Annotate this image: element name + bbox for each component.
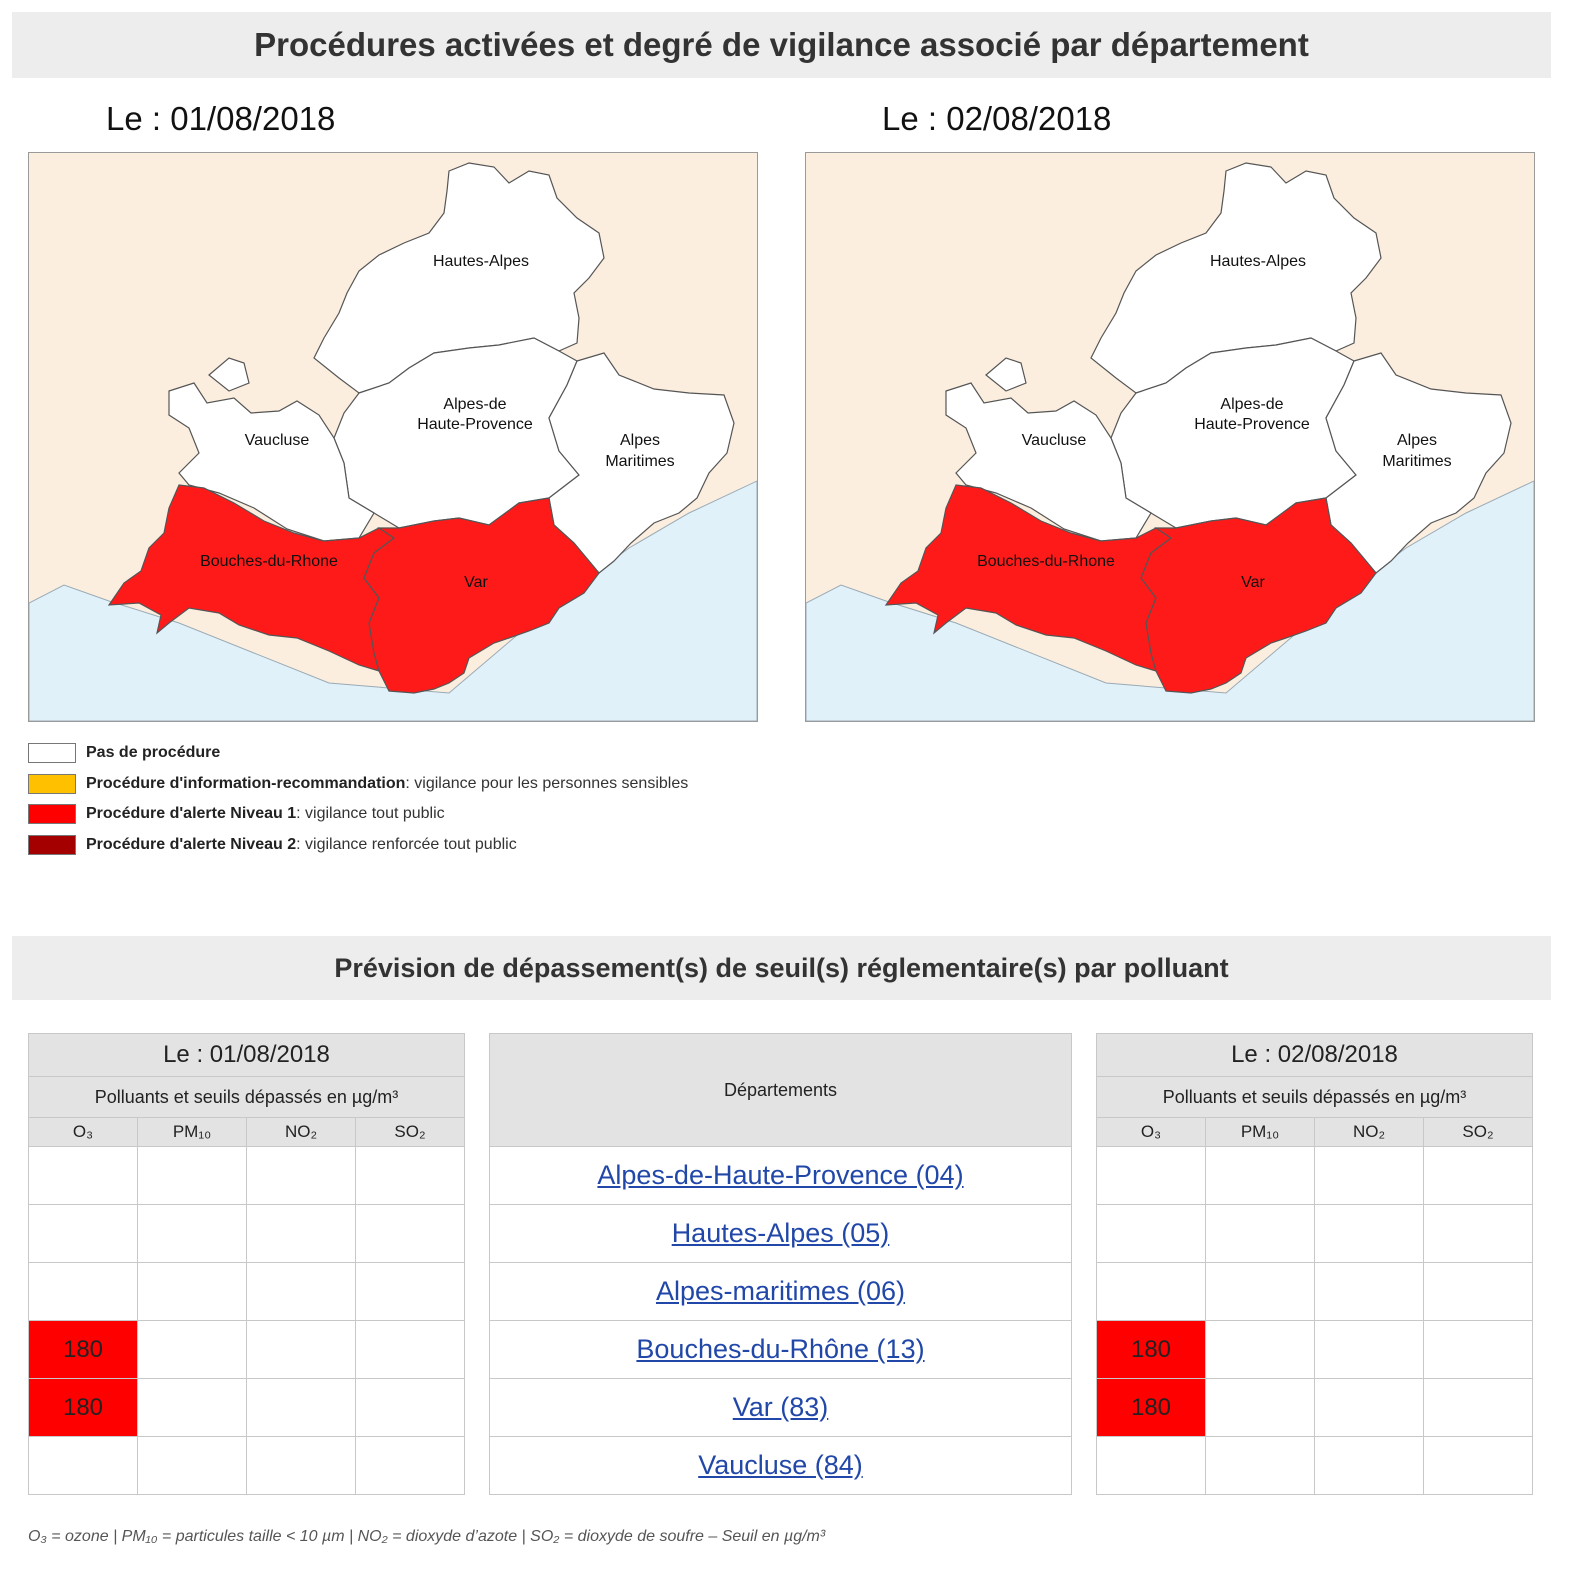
- forecast-cell: [1315, 1379, 1424, 1437]
- forecast-cell: [29, 1263, 138, 1321]
- forecast-cell: [1206, 1437, 1315, 1495]
- department-row: [490, 1321, 1072, 1379]
- legend-title: Procédure d'alerte Niveau 1: [86, 805, 297, 823]
- forecast-cell: [29, 1205, 138, 1263]
- forecast-cell: [138, 1437, 247, 1495]
- department-link-06[interactable]: Alpes-maritimes (06): [655, 1276, 906, 1306]
- forecast-cell: [138, 1379, 247, 1437]
- forecast-cell: [1206, 1321, 1315, 1379]
- forecast-cell: [1424, 1321, 1533, 1379]
- forecast-cell: [247, 1263, 356, 1321]
- label-var: Var: [464, 574, 488, 591]
- forecast-cell: [247, 1205, 356, 1263]
- forecast-row: [29, 1437, 465, 1495]
- department-link-84[interactable]: Vaucluse (84): [698, 1450, 863, 1480]
- forecast-cell: [247, 1147, 356, 1205]
- label-bouches-du-rhone: Bouches-du-Rhone: [200, 553, 338, 570]
- forecast-cell: [1424, 1437, 1533, 1495]
- vigilance-map-day-1: [28, 152, 758, 722]
- label-hautes-alpes: Hautes-Alpes: [432, 253, 530, 270]
- forecast-cell: [356, 1147, 465, 1205]
- forecast-cell: [1315, 1437, 1424, 1495]
- forecast-cell: [1424, 1205, 1533, 1263]
- forecast-cell: 180: [29, 1321, 138, 1379]
- departments-header: Départements: [490, 1034, 1072, 1147]
- forecast-cell: [1206, 1147, 1315, 1205]
- department-link-13[interactable]: Bouches-du-Rhône (13): [636, 1334, 925, 1364]
- forecast-cell: [356, 1205, 465, 1263]
- pollutant-header-pm10: PM₁₀: [138, 1118, 247, 1147]
- legend-item-alert-1: [28, 799, 688, 830]
- legend-title: Pas de procédure: [86, 744, 221, 762]
- pollutant-header-no2: NO₂: [1315, 1118, 1424, 1147]
- forecast-cell: 180: [29, 1379, 138, 1437]
- vigilance-map-day-2: [805, 152, 1535, 722]
- forecast-cell: [29, 1147, 138, 1205]
- departments-table: [489, 1033, 1072, 1495]
- forecast-cell: [138, 1263, 247, 1321]
- forecast-cell: 180: [1097, 1321, 1206, 1379]
- forecast-row: [1097, 1321, 1533, 1379]
- label-am-line2: Maritimes: [605, 453, 675, 470]
- forecast-cell: [1097, 1205, 1206, 1263]
- forecast-cell: [138, 1205, 247, 1263]
- pollutant-header-so2: SO₂: [356, 1118, 465, 1147]
- map-date-title-1: Le : 01/08/2018: [106, 100, 336, 137]
- forecast-cell: [1206, 1205, 1315, 1263]
- label-ahp-line2: Haute-Provence: [1194, 416, 1310, 433]
- forecast-cell: [356, 1263, 465, 1321]
- forecast-row: [1097, 1437, 1533, 1495]
- forecast-table-day-1: [28, 1033, 465, 1495]
- label-am-line1: Alpes: [619, 432, 661, 449]
- department-link-83[interactable]: Var (83): [732, 1392, 829, 1422]
- forecast-cell: [356, 1379, 465, 1437]
- forecast-row: [1097, 1263, 1533, 1321]
- pollutant-header-no2: NO₂: [247, 1118, 356, 1147]
- department-row: [490, 1379, 1072, 1437]
- forecast-cell: [138, 1321, 247, 1379]
- section-title-forecast: Prévision de dépassement(s) de seuil(s) réglementaire(s) par polluant: [12, 936, 1551, 1000]
- department-row: [490, 1205, 1072, 1263]
- forecast-row: [29, 1263, 465, 1321]
- forecast-cell: [1097, 1147, 1206, 1205]
- forecast-rows: [29, 1147, 465, 1495]
- pollutant-header-pm10: PM₁₀: [1206, 1118, 1315, 1147]
- forecast-rows: [1097, 1147, 1533, 1495]
- forecast-cell: [1424, 1379, 1533, 1437]
- department-link-04[interactable]: Alpes-de-Haute-Provence (04): [597, 1160, 964, 1190]
- legend-desc: : vigilance renforcée tout public: [296, 835, 517, 853]
- legend-desc: : vigilance tout public: [296, 805, 445, 823]
- forecast-cell: 180: [1097, 1379, 1206, 1437]
- forecast-table-day-2: [1096, 1033, 1533, 1495]
- label-bouches-du-rhone: Bouches-du-Rhone: [977, 553, 1115, 570]
- department-link-05[interactable]: Hautes-Alpes (05): [671, 1218, 890, 1248]
- department-row: [490, 1437, 1072, 1495]
- label-var: Var: [1241, 574, 1265, 591]
- forecast-subheader: Polluants et seuils dépassés en µg/m³: [1097, 1077, 1533, 1118]
- label-am-line1: Alpes: [1396, 432, 1438, 449]
- label-ahp-line2: Haute-Provence: [417, 416, 533, 433]
- section-title-procedures: Procédures activées et degré de vigilance associé par département: [12, 12, 1551, 78]
- label-vaucluse: Vaucluse: [244, 432, 310, 449]
- forecast-row: [29, 1205, 465, 1263]
- forecast-cell: [356, 1321, 465, 1379]
- forecast-cell: [1097, 1263, 1206, 1321]
- label-ahp-line1: Alpes-de: [443, 396, 507, 413]
- forecast-cell: [1424, 1263, 1533, 1321]
- forecast-cell: [247, 1321, 356, 1379]
- forecast-subheader: Polluants et seuils dépassés en µg/m³: [29, 1077, 465, 1118]
- legend-desc: : vigilance pour les personnes sensibles: [405, 774, 689, 792]
- legend-swatch: [28, 743, 76, 763]
- map-date-title-2: Le : 02/08/2018: [882, 100, 1112, 137]
- pollutant-header-o3: O₃: [29, 1118, 138, 1147]
- forecast-row: [29, 1147, 465, 1205]
- legend-title: Procédure d'information-recommandation: [86, 774, 406, 792]
- label-ahp-line1: Alpes-de: [1220, 396, 1284, 413]
- forecast-cell: [29, 1437, 138, 1495]
- forecast-cell: [138, 1147, 247, 1205]
- forecast-cell: [247, 1437, 356, 1495]
- forecast-date: Le : 02/08/2018: [1097, 1034, 1533, 1077]
- label-hautes-alpes: Hautes-Alpes: [1209, 253, 1307, 270]
- forecast-cell: [1315, 1205, 1424, 1263]
- label-am-line2: Maritimes: [1382, 453, 1452, 470]
- pollutant-header-o3: O₃: [1097, 1118, 1206, 1147]
- forecast-date: Le : 01/08/2018: [29, 1034, 465, 1077]
- legend-item-information: [28, 769, 688, 800]
- forecast-cell: [356, 1437, 465, 1495]
- forecast-cell: [1206, 1263, 1315, 1321]
- forecast-row: [29, 1379, 465, 1437]
- label-vaucluse: Vaucluse: [1021, 432, 1087, 449]
- forecast-cell: [1206, 1379, 1315, 1437]
- forecast-row: [1097, 1205, 1533, 1263]
- department-row: [490, 1263, 1072, 1321]
- legend-swatch: [28, 804, 76, 824]
- forecast-cell: [1097, 1437, 1206, 1495]
- pollutant-header-so2: SO₂: [1424, 1118, 1533, 1147]
- department-row: [490, 1147, 1072, 1205]
- forecast-cell: [247, 1379, 356, 1437]
- forecast-cell: [1315, 1321, 1424, 1379]
- pollutant-footnote: O₃ = ozone | PM₁₀ = particules taille < 10 µm | NO₂ = dioxyde d’azote | SO₂ = dioxyde de soufre – Seuil en µg/m³: [28, 1528, 826, 1545]
- legend-item-no-procedure: [28, 738, 688, 769]
- forecast-row: [1097, 1147, 1533, 1205]
- legend-swatch: [28, 835, 76, 855]
- forecast-cell: [1424, 1147, 1533, 1205]
- legend-item-alert-2: [28, 830, 688, 861]
- forecast-row: [29, 1321, 465, 1379]
- map-legend: [28, 738, 688, 860]
- forecast-cell: [1315, 1147, 1424, 1205]
- legend-title: Procédure d'alerte Niveau 2: [86, 835, 297, 853]
- legend-swatch: [28, 774, 76, 794]
- forecast-cell: [1315, 1263, 1424, 1321]
- forecast-row: [1097, 1379, 1533, 1437]
